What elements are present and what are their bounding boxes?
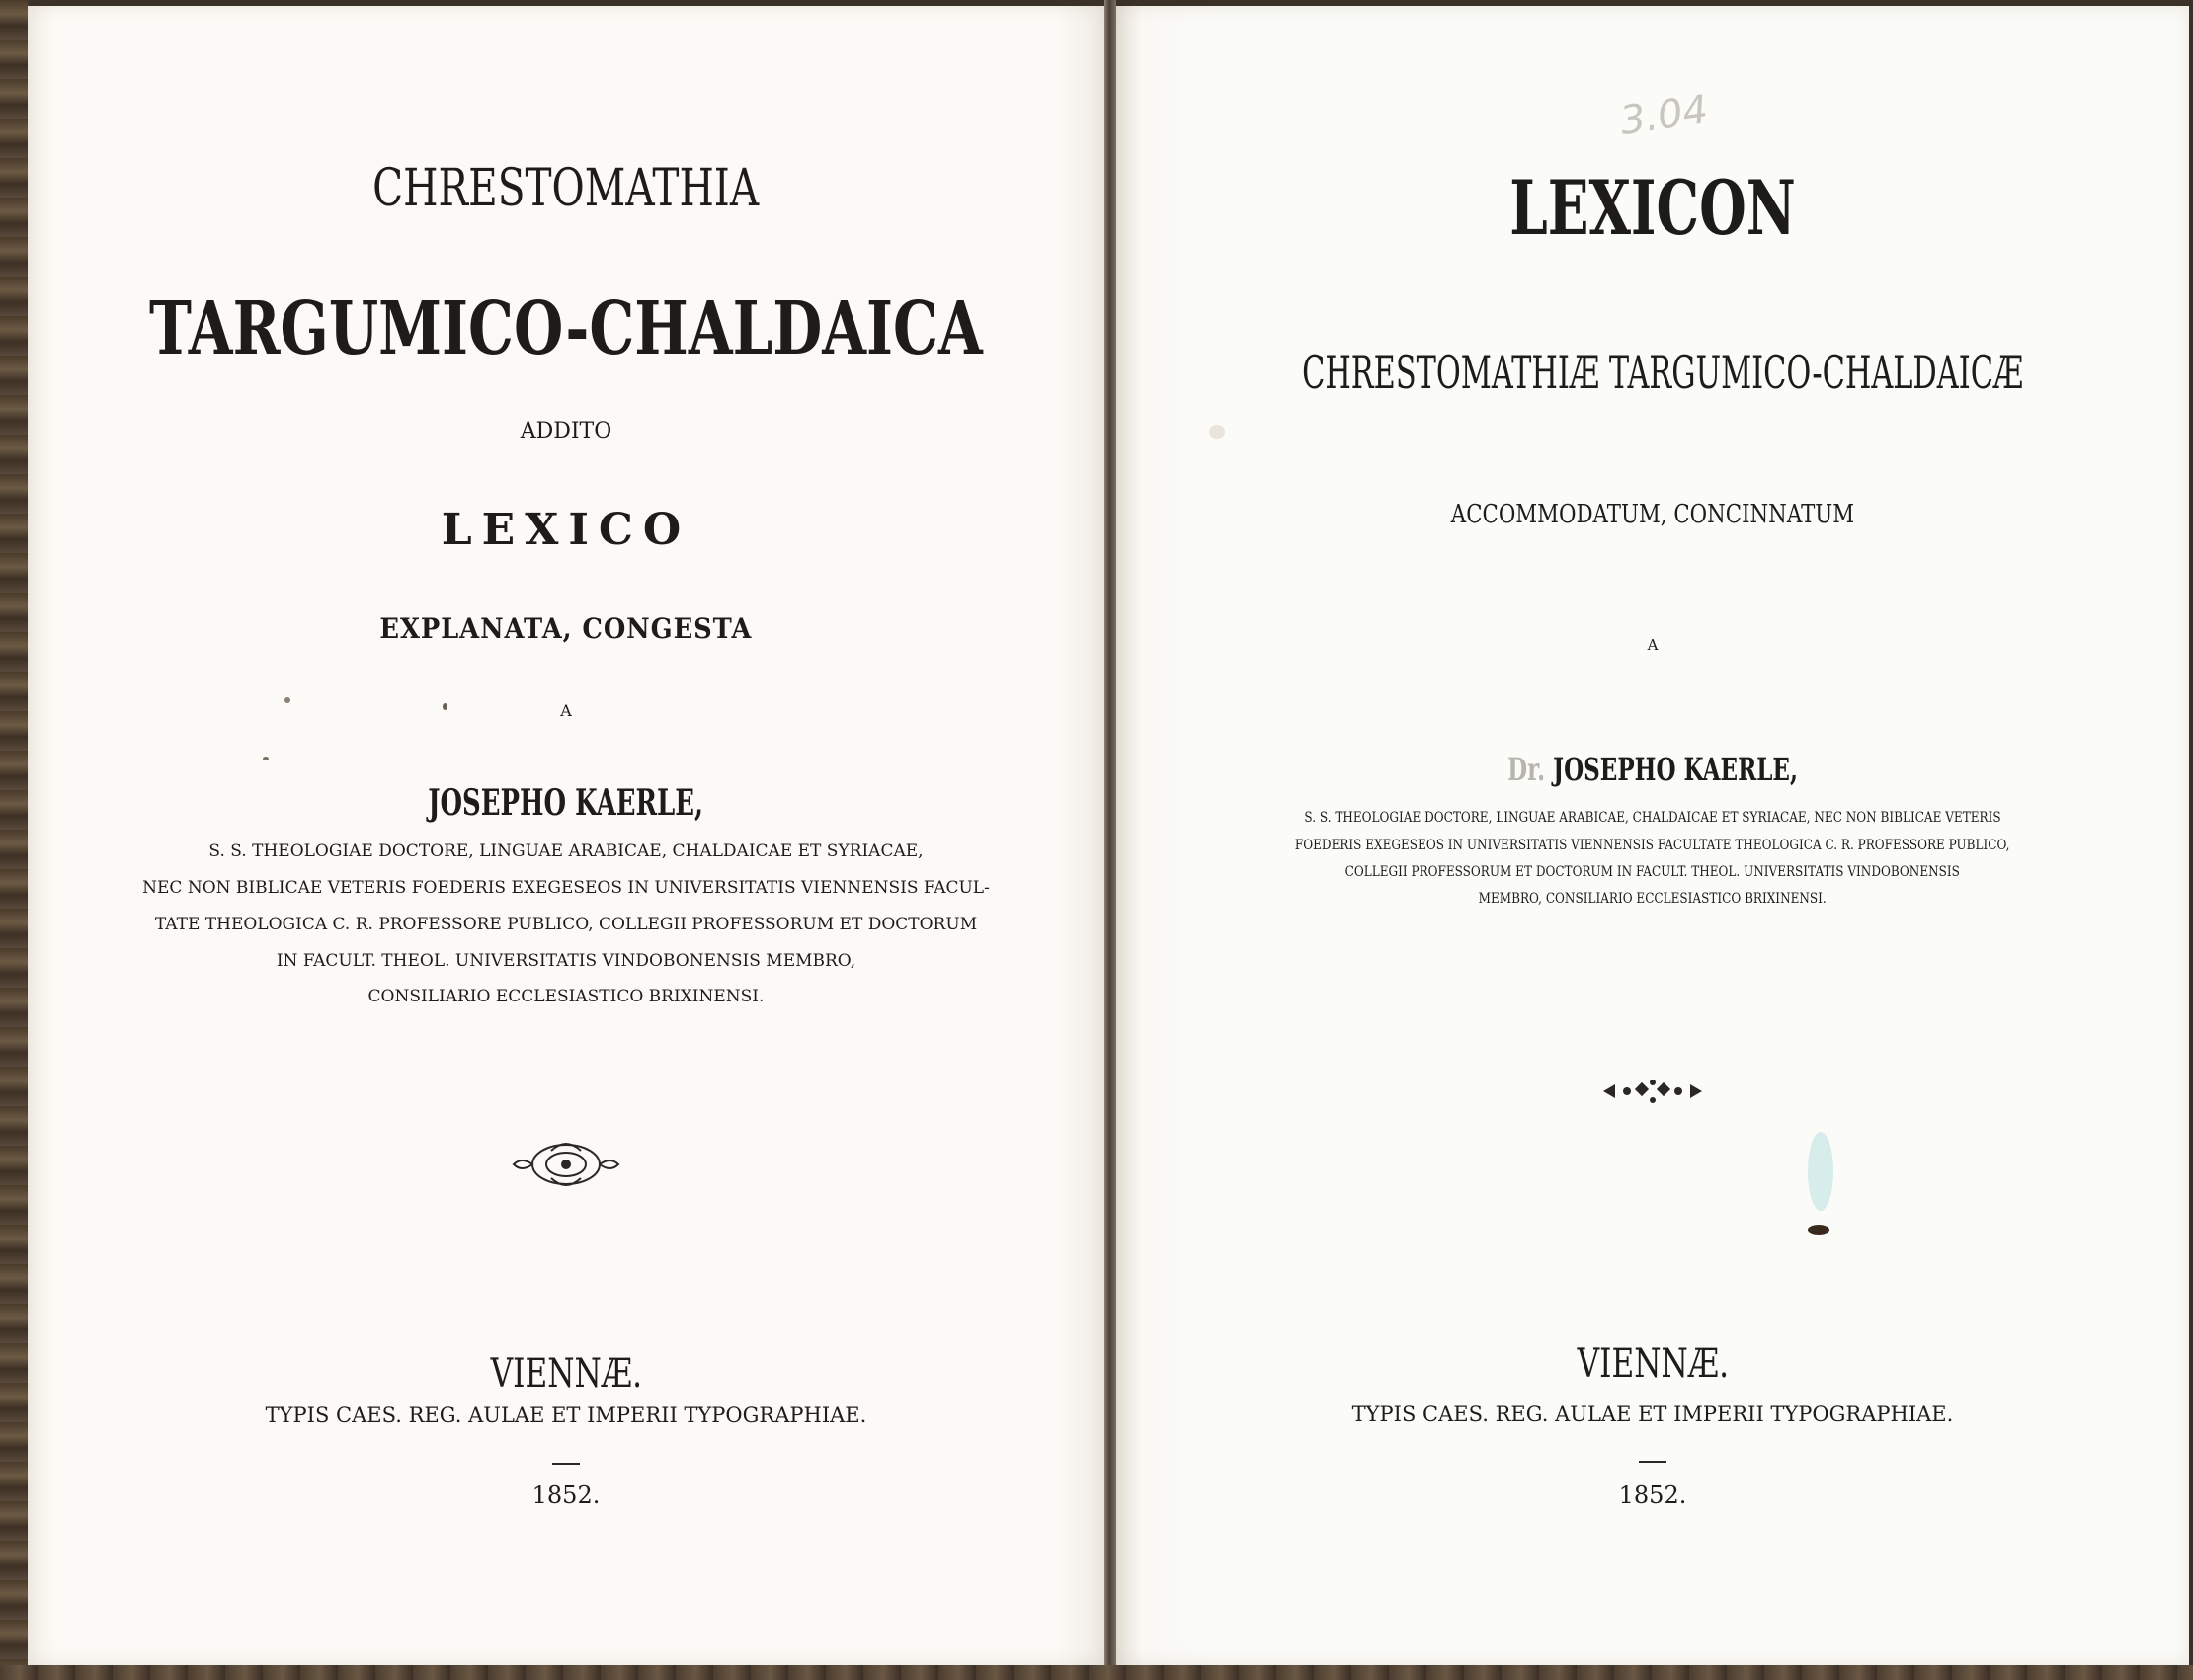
left-addito: ADDITO <box>520 419 612 443</box>
right-author: JOSEPHO KAERLE, <box>1553 751 1798 788</box>
right-ornament-icon <box>1601 1075 1704 1108</box>
right-accommodatum: ACCOMMODATUM, CONCINNATUM <box>1450 500 1855 529</box>
left-explanata: EXPLANATA, CONGESTA <box>379 612 753 645</box>
left-lexico: LEXICO <box>441 505 691 555</box>
right-printer: TYPIS CAES. REG. AULAE ET IMPERII TYPOGRAPHIAE. <box>1351 1402 1954 1426</box>
ink-speck <box>263 757 269 760</box>
binding-edge <box>0 0 28 1680</box>
left-title-line2: TARGUMICO-CHALDAICA <box>149 286 983 371</box>
right-city: VIENNÆ. <box>1577 1341 1729 1387</box>
left-credentials-5: CONSILIARIO ECCLESIASTICO BRIXINENSI. <box>367 987 765 1006</box>
right-divider <box>1639 1461 1666 1463</box>
left-divider <box>552 1463 580 1465</box>
left-credentials-4: IN FACULT. THEOL. UNIVERSITATIS VINDOBONENSIS MEMBRO, <box>276 951 856 971</box>
left-a: A <box>560 701 572 720</box>
ink-speck <box>284 697 290 703</box>
left-city: VIENNÆ. <box>490 1351 642 1397</box>
left-credentials-2: NEC NON BIBLICAE VETERIS FOEDERIS EXEGESEOS IN UNIVERSITATIS VIENNENSIS FACUL- <box>142 878 990 898</box>
teal-stain <box>1808 1132 1833 1211</box>
pencil-annotation: 3.04 <box>1617 87 1711 144</box>
cover-edge <box>0 1665 2193 1680</box>
left-year: 1852. <box>531 1481 601 1509</box>
right-title: LEXICON <box>1509 164 1796 252</box>
ink-blot <box>1808 1225 1829 1235</box>
ink-speck <box>443 703 447 710</box>
right-dr-prefix: Dr. <box>1507 751 1546 788</box>
left-title-page <box>28 6 1104 1665</box>
left-printer: TYPIS CAES. REG. AULAE ET IMPERII TYPOGRAPHIAE. <box>265 1403 867 1427</box>
book-gutter <box>1104 0 1116 1680</box>
right-subtitle: CHRESTOMATHIÆ TARGUMICO-CHALDAICÆ <box>1302 346 2024 399</box>
left-ornament-icon <box>512 1137 620 1192</box>
left-credentials-1: S. S. THEOLOGIAE DOCTORE, LINGUAE ARABICAE, CHALDAICAE ET SYRIACAE, <box>208 841 924 861</box>
right-credentials-3: COLLEGII PROFESSORUM ET DOCTORUM IN FACULT. THEOL. UNIVERSITATIS VINDOBONENSIS <box>1344 864 1961 880</box>
page-spot <box>1209 425 1225 439</box>
right-credentials-1: S. S. THEOLOGIAE DOCTORE, LINGUAE ARABICAE, CHALDAICAE ET SYRIACAE, NEC NON BIBLICAE VETERIS <box>1304 810 2001 826</box>
right-a: A <box>1647 636 1659 654</box>
right-credentials-2: FOEDERIS EXEGESEOS IN UNIVERSITATIS VIENNENSIS FACULTATE THEOLOGICA C. R. PROFESSORE PUBLICO, <box>1295 838 2010 853</box>
right-author-line <box>1116 751 2189 788</box>
right-title-page <box>1116 6 2189 1665</box>
left-credentials-3: TATE THEOLOGICA C. R. PROFESSORE PUBLICO, COLLEGII PROFESSORUM ET DOCTORUM <box>154 915 978 934</box>
left-author: JOSEPHO KAERLE, <box>428 782 704 824</box>
left-title-line1: CHRESTOMATHIA <box>372 159 760 218</box>
right-year: 1852. <box>1618 1481 1687 1509</box>
right-credentials-4: MEMBRO, CONSILIARIO ECCLESIASTICO BRIXINENSI. <box>1478 891 1828 907</box>
